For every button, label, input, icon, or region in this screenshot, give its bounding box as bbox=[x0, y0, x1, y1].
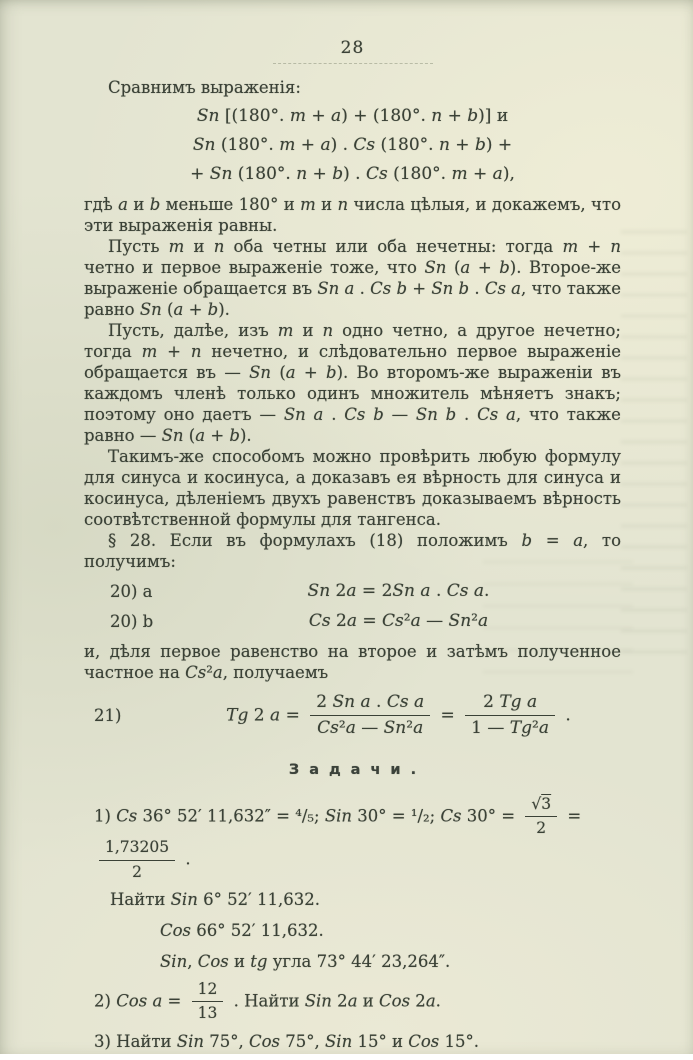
paragraph-case-even: Пусть m и n оба четны или оба нечетны: тогда m + n четно и первое выраженіе тоже, что Sn (a + b). Второе-же выраженіе обращается въ Sn a . Cs b + Sn b . Cs a, что также равно Sn (a + b). bbox=[84, 237, 621, 319]
fraction-numerator: 2 Tg a bbox=[483, 692, 538, 712]
paragraph-dividing: и, дѣля первое равенство на второе и затѣмъ полученное частное на Cs²a, получаемъ bbox=[84, 642, 621, 682]
equation-21 bbox=[84, 692, 621, 740]
display-formula-block bbox=[84, 102, 621, 189]
equals-sign: = bbox=[567, 805, 582, 825]
problem-line bbox=[94, 795, 621, 883]
problem-line: Cos 66° 52′ 11,632. bbox=[160, 921, 324, 940]
fraction-numerator: 2 Sn a . Cs a bbox=[316, 692, 425, 712]
paragraph-section-28: § 28. Если въ формулахъ (18) положимъ b = a, то получимъ: bbox=[84, 531, 621, 571]
equation-body: Cs 2a = Cs²a — Sn²a bbox=[308, 611, 489, 631]
fraction-numerator: 12 bbox=[197, 980, 218, 998]
equation-label: 20) a bbox=[110, 582, 153, 601]
equals-sign: = bbox=[440, 705, 455, 726]
paragraph-case-odd: Пусть, далѣе, изъ m и n одно четно, а другое нечетно; тогда m + n нечетно, и слѣдовательно первое выраженіе обращается въ — Sn (a + b). Во второмъ-же выраженіи въ каждомъ членѣ только одинъ множитель мѣняетъ знакъ; поэтому оно даетъ — Sn a . Cs b — Sn b . Cs a, что также равно — Sn (a + b). bbox=[84, 321, 621, 445]
display-formula: Sn (180°. m + a) . Cs (180°. n + b) + bbox=[192, 135, 513, 155]
equation-label: 21) bbox=[94, 706, 122, 726]
problem-text: 1) Cs 36° 52′ 11,632″ = ⁴/₅; Sin 30° = ¹/₂; Cs 30° = bbox=[94, 805, 516, 825]
fraction bbox=[192, 980, 224, 1024]
paragraph-where-clause: гдѣ a и b меньше 180° и m и n числа цѣлыя, и докажемъ, что эти выраженія равны. bbox=[84, 195, 622, 235]
fraction bbox=[310, 692, 430, 740]
equation-20a bbox=[84, 581, 621, 602]
fraction bbox=[99, 838, 175, 882]
equation-body bbox=[176, 692, 621, 740]
fraction-denominator: 2 bbox=[99, 860, 175, 882]
fraction-numerator: 1,73205 bbox=[105, 838, 170, 857]
paragraph-method: Такимъ-же способомъ можно провѣрить любую формулу для синуса и косинуса, а доказавъ ея вѣрность для синуса и косинуса, дѣленіемъ двухъ равенствъ доказываемъ вѣрность соотвѣтственной формулы для тангенса. bbox=[84, 447, 621, 529]
problem-3 bbox=[84, 1029, 621, 1055]
equation-20b bbox=[84, 611, 621, 632]
equation-body: Sn 2a = 2Sn a . Cs a. bbox=[307, 581, 490, 601]
equation-lhs: Tg 2 a = bbox=[226, 705, 300, 726]
display-formula: + Sn (180°. n + b) . Cs (180°. m + a), bbox=[190, 164, 515, 184]
header-rule bbox=[273, 63, 433, 64]
problem-line bbox=[94, 980, 621, 1024]
fraction-numerator: √3 bbox=[531, 794, 552, 813]
fraction-denominator: Cs²a — Sn²a bbox=[310, 715, 430, 739]
fraction bbox=[525, 795, 557, 839]
page-content bbox=[84, 38, 621, 1060]
fraction-denominator: 2 bbox=[525, 816, 557, 838]
problem-text: 2) Cos a = bbox=[94, 991, 182, 1011]
fraction-denominator: 1 — Tg²a bbox=[465, 715, 555, 739]
page-header bbox=[84, 38, 621, 64]
fraction-denominator: 13 bbox=[192, 1001, 224, 1023]
equation-label: 20) b bbox=[110, 612, 154, 631]
bleed-through-texture bbox=[621, 230, 687, 660]
page-number: 28 bbox=[340, 38, 365, 58]
display-formula: Sn [(180°. m + a) + (180°. n + b)] и bbox=[196, 106, 509, 126]
problem-line: Sin, Cos и tg угла 73° 44′ 23,264″. bbox=[160, 952, 451, 971]
problem-2 bbox=[84, 980, 621, 1024]
problem-line: Найти Sin 6° 52′ 11,632. bbox=[110, 890, 321, 909]
problem-1 bbox=[84, 795, 621, 976]
intro-line: Сравнимъ выраженія: bbox=[108, 78, 301, 97]
problems-heading: Задачи. bbox=[288, 761, 427, 778]
problem-line: 3) Найти Sin 75°, Cos 75°, Sin 15° и Cos 15°. bbox=[94, 1031, 479, 1051]
problem-period: . bbox=[185, 849, 191, 869]
equation-period: . bbox=[565, 705, 571, 726]
fraction bbox=[465, 692, 555, 740]
problem-text: . Найти Sin 2a и Cos 2a. bbox=[233, 991, 441, 1011]
